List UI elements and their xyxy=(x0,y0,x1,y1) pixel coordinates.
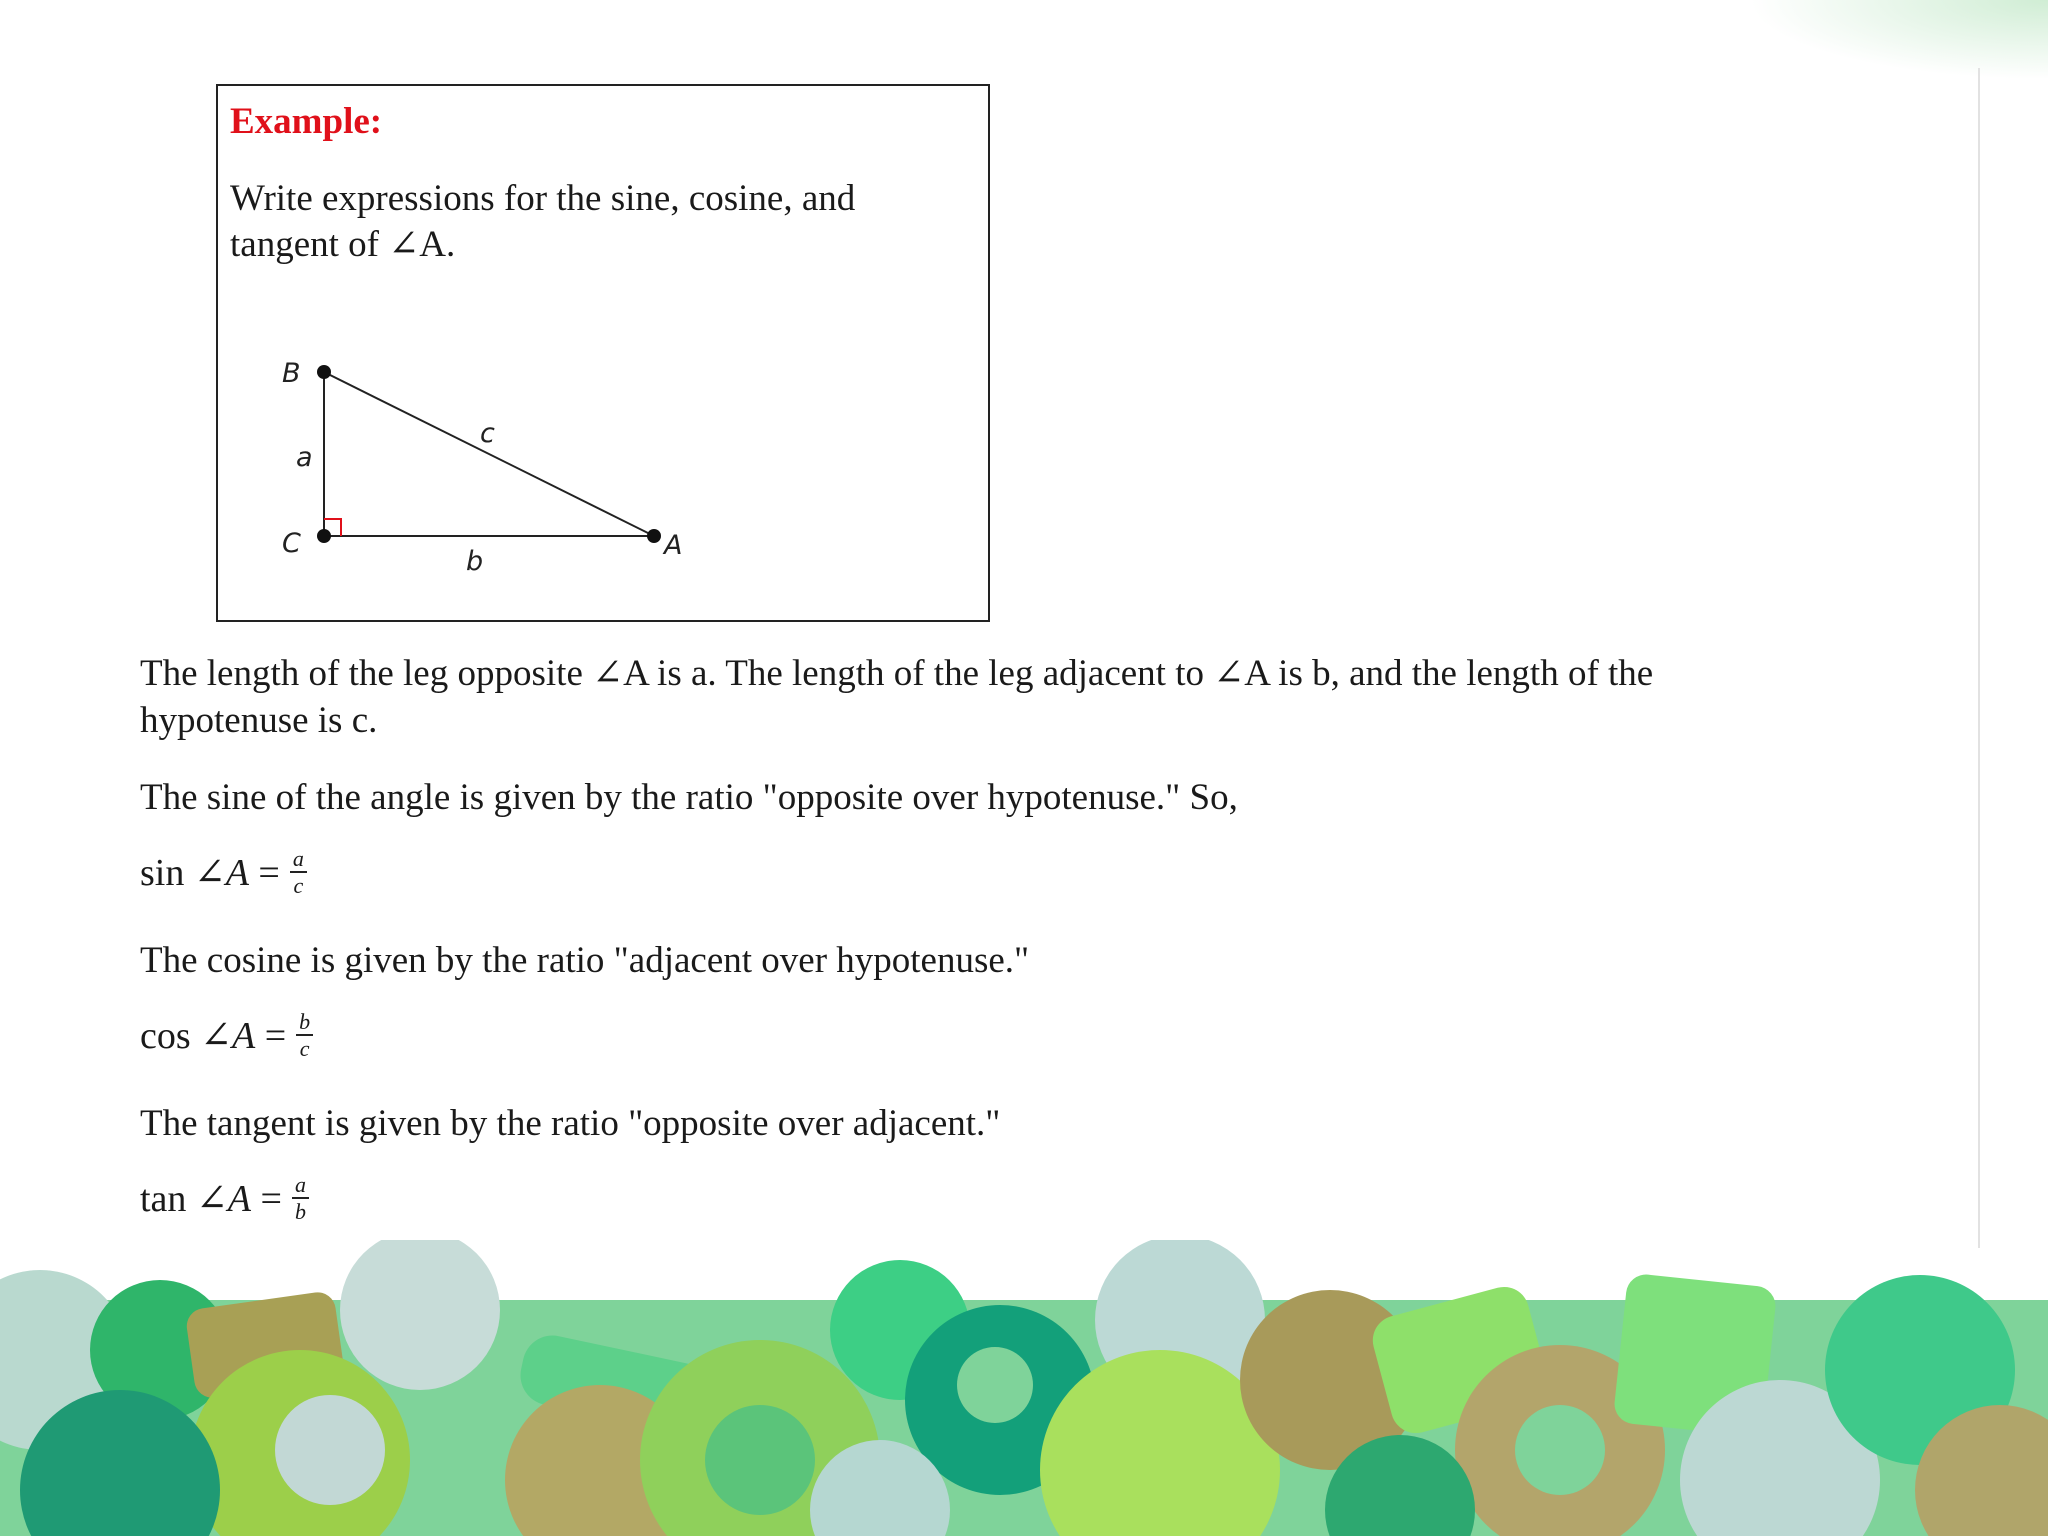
sine-denominator: c xyxy=(293,873,304,898)
triangle-diagram xyxy=(218,86,988,620)
example-label: Example: xyxy=(230,101,383,142)
tangent-numerator: a xyxy=(292,1174,309,1199)
sine-equation xyxy=(140,848,307,897)
corner-tint xyxy=(1748,0,2048,80)
tangent-text: The tangent is given by the ratio "opposite over adjacent." xyxy=(140,1103,1001,1144)
cosine-text: The cosine is given by the ratio "adjacent over hypotenuse." xyxy=(140,940,1030,981)
vertex-a-label: A xyxy=(664,530,683,561)
tangent-fraction xyxy=(292,1174,309,1223)
sine-fn: sin xyxy=(140,851,185,894)
cosine-fn: cos xyxy=(140,1014,191,1057)
sine-numerator: a xyxy=(290,848,307,873)
cosine-angle: ∠A xyxy=(200,1015,256,1057)
explanation-line-2: hypotenuse is c. xyxy=(140,700,378,741)
prompt-line-2: tangent of ∠A. xyxy=(230,224,456,265)
side-c-line xyxy=(324,372,654,536)
cosine-numerator: b xyxy=(296,1011,313,1036)
tangent-equation xyxy=(140,1174,309,1223)
tangent-angle: ∠A xyxy=(195,1178,251,1220)
side-a-label: a xyxy=(296,442,313,473)
cosine-denominator: c xyxy=(299,1036,310,1061)
sine-angle: ∠A xyxy=(193,852,249,894)
right-divider xyxy=(1978,68,1980,1248)
cosine-equation xyxy=(140,1011,313,1060)
vertex-c-label: C xyxy=(282,528,301,559)
side-b-label: b xyxy=(466,546,484,577)
sine-fraction xyxy=(290,848,307,897)
number-pile-illustration xyxy=(0,1240,2048,1536)
explanation-line-1: The length of the leg opposite ∠A is a. The length of the leg adjacent to ∠A is b, and the length of the xyxy=(140,653,1654,694)
side-c-label: c xyxy=(480,418,495,449)
tangent-fn: tan xyxy=(140,1177,187,1220)
vertex-c-dot xyxy=(317,529,331,543)
vertex-b-dot xyxy=(317,365,331,379)
decorative-number-pile xyxy=(0,1240,2048,1536)
example-box xyxy=(216,84,990,622)
cosine-fraction xyxy=(296,1011,313,1060)
vertex-a-dot xyxy=(647,529,661,543)
tangent-denominator: b xyxy=(294,1199,306,1224)
cosine-equals: = xyxy=(264,1014,287,1057)
prompt-line-1: Write expressions for the sine, cosine, and xyxy=(230,178,856,219)
sine-text: The sine of the angle is given by the ratio "opposite over hypotenuse." So, xyxy=(140,777,1238,818)
vertex-b-label: B xyxy=(282,358,301,389)
sine-equals: = xyxy=(258,851,280,894)
tangent-equals: = xyxy=(260,1177,282,1220)
